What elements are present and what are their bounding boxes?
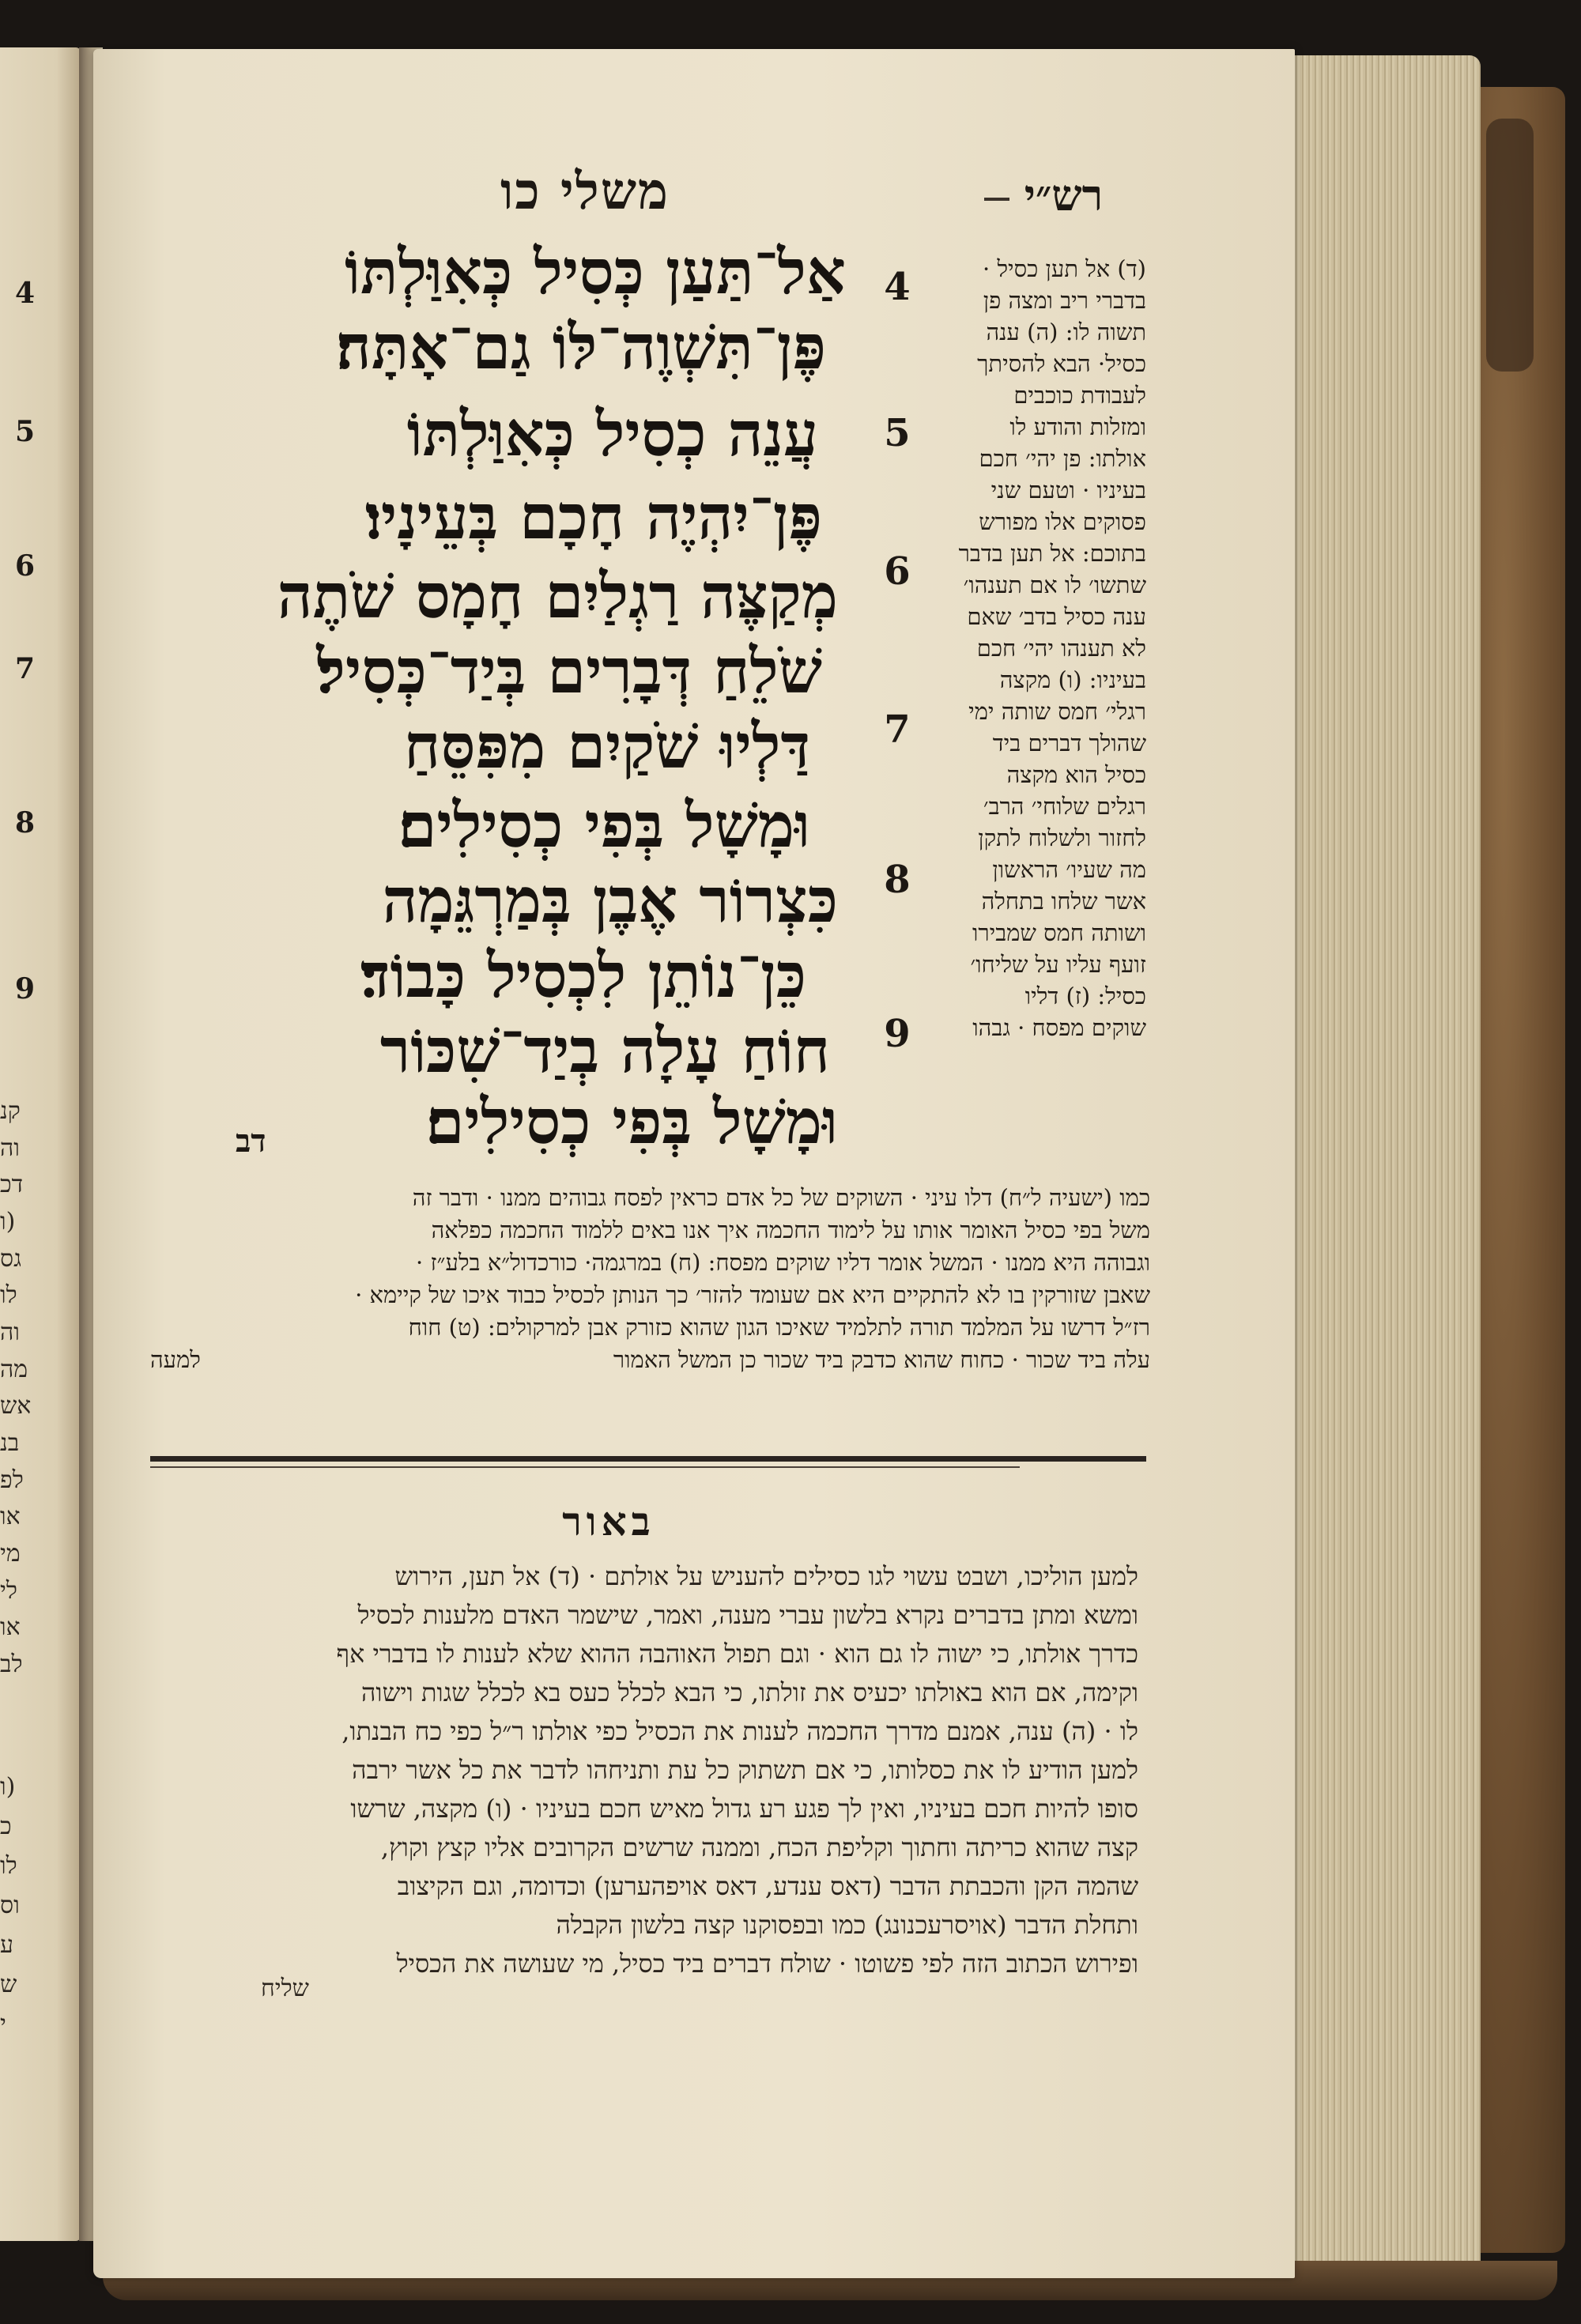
rashi-line: כסיל הוא מקצה bbox=[1006, 761, 1146, 788]
rashi-header bbox=[949, 170, 1130, 221]
left-fragment: לב bbox=[0, 1651, 23, 1678]
rashi-wide-line: עלה ביד שכור · כחוח שהוא כדבק ביד שכור כן המשל האמור bbox=[613, 1346, 1150, 1373]
page-title: משלי כו bbox=[500, 162, 670, 221]
rashi-line: אולתו: פן יהי׳ חכם bbox=[979, 445, 1146, 472]
verse-line: פֶּן־יִהְיֶה חָכָם בְּעֵינָיו׃ bbox=[364, 481, 822, 553]
verse-number: 4 bbox=[884, 265, 911, 309]
rashi-line: לא תענהו יהי׳ חכם bbox=[976, 635, 1146, 662]
biur-line: סופו להיות חכם בעיניו, ואין לך פגע רע גדול מאיש חכם בעיניו · (ו) מקצה, שרשו bbox=[350, 1794, 1138, 1824]
rashi-line: ענה כסיל בדב׳ שאם bbox=[967, 603, 1146, 630]
left-line-number: 9 bbox=[14, 972, 35, 1005]
verse-number: 5 bbox=[884, 411, 911, 455]
rashi-line: לחזור ולשלוח לתקן bbox=[978, 824, 1146, 851]
left-fragment: או bbox=[0, 1503, 21, 1530]
left-fragment: לו bbox=[0, 1852, 17, 1880]
rashi-line: שוקים מפסח · גבהו bbox=[972, 1014, 1146, 1041]
left-fragment: קנ bbox=[0, 1097, 21, 1125]
rashi-wide-line: וגבוהה היא ממנו · המשל אומר דליו שוקים מפסח: (ח) במרגמה· כורכדול״א בלע״ז · bbox=[416, 1249, 1150, 1276]
rashi-line: בתוכם: אל תען בדבר bbox=[958, 540, 1146, 567]
rashi-line: (ד) אל תען כסיל · bbox=[983, 255, 1146, 282]
biur-title: באור bbox=[562, 1498, 655, 1545]
biur-line: ופירוש הכתוב הזה לפי פשוטו · שולח דברים ביד כסיל, מי שעושה את הכסיל bbox=[396, 1949, 1138, 1979]
left-line-number: 6 bbox=[14, 549, 35, 583]
catchword-main: דב bbox=[236, 1122, 266, 1160]
rashi-line: פסוקים אלו מפורש bbox=[979, 508, 1146, 535]
rashi-wide-last-line bbox=[150, 1344, 1150, 1376]
biur-line: לו · (ה) ענה, אמנם מדרך החכמה לענות את הכסיל כפי אולתו ר״ל כפי כח הבנתו, bbox=[341, 1716, 1138, 1746]
left-fragment: מי bbox=[0, 1540, 21, 1568]
left-fragment: דכ bbox=[0, 1171, 24, 1198]
left-fragment: מה bbox=[0, 1356, 28, 1383]
rashi-wide-line: משל בפי כסיל האומר אותו על לימוד החכמה איך אנו באים ללמוד החכמה כפלאה bbox=[431, 1217, 1150, 1243]
rashi-catchword: למעה bbox=[150, 1346, 201, 1373]
left-fragment: כ bbox=[0, 1813, 12, 1840]
biur-line: כדרך אולתו, כי ישוה לו גם הוא · וגם תפול האוהבה ההוא שלא לענות לו בדברי אף bbox=[336, 1639, 1138, 1669]
rashi-line: כסיל: (ז) דליו bbox=[1024, 983, 1146, 1009]
section-divider bbox=[150, 1456, 1146, 1462]
left-fragment: גס bbox=[0, 1245, 21, 1273]
rashi-wide-line: שאבן שזורקין בו לא להתקיים היא אם שעומד להזר׳ כך הנותן לכסיל כבוד איכו של קיימא · bbox=[355, 1281, 1150, 1308]
left-fragment: לי bbox=[0, 1577, 17, 1605]
verse-line: פֶּן־תִּשְׁוֶה־לּוֹ גַם־אָתָּה׃ bbox=[335, 311, 826, 383]
biur-line: שהמה הקן והכבתת הדבר (דאס ענדע, דאס אויפהערען) וכדומה, וגם הקיצוב bbox=[397, 1871, 1138, 1901]
verse-number: 6 bbox=[884, 549, 911, 594]
verse-line: דַּלְיוּ שֹׁקַיִם מִפִּסֵּחַ bbox=[403, 711, 810, 783]
left-fragment: בנ bbox=[0, 1429, 20, 1457]
verse-number: 9 bbox=[884, 1012, 911, 1056]
rashi-header-label: רש״י bbox=[1024, 170, 1104, 221]
verse-line: וּמָשָׁל בְּפִי כְסִילִים׃ bbox=[425, 1086, 838, 1158]
left-line-number: 7 bbox=[14, 652, 35, 685]
biur-commentary bbox=[150, 1557, 1138, 1983]
verse-line: חוֹחַ עָלָה בְיַד־שִׁכּוֹר bbox=[379, 1015, 830, 1087]
rashi-line: אשר שלחו בתחלה bbox=[981, 888, 1146, 915]
left-fragment: ע bbox=[0, 1931, 13, 1959]
rashi-line: תשוה לו: (ה) ענה bbox=[986, 319, 1146, 345]
verse-line: מְקַצֶּה רַגְלַיִם חָמָס שֹׁתֶה bbox=[277, 560, 838, 632]
left-fragment: ש bbox=[0, 1971, 17, 1998]
left-fragment: י bbox=[0, 2010, 6, 2038]
left-fragment: לו bbox=[0, 1281, 17, 1309]
left-line-number: 8 bbox=[14, 806, 35, 839]
rashi-line: כסיל· הבא להסיתך bbox=[977, 350, 1146, 377]
rashi-line: זועף עליו על שליחו׳ bbox=[970, 951, 1146, 978]
biur-line: וקימה, אם הוא באולתו יכעיס את זולתו, כי הבא לכלל כעס בא לכלל שגות וישוה bbox=[361, 1677, 1138, 1707]
biur-line: קצה שהוא כריתה וחתוך וקליפת הכח, וממנה שרשים הקרובים אליו קצץ וקוץ, bbox=[380, 1832, 1138, 1862]
rashi-wide-line: רז״ל דרשו על המלמד תורה לתלמיד שאיכו הגון שהוא כזורק אבן למרקולים: (ט) חוח bbox=[408, 1314, 1150, 1341]
left-facing-page bbox=[0, 47, 81, 2241]
verse-number: 8 bbox=[884, 858, 911, 902]
rashi-continuation bbox=[150, 1182, 1150, 1376]
left-fragment: לפ bbox=[0, 1466, 24, 1494]
rashi-line: ושותה חמס שמבירו bbox=[972, 919, 1146, 946]
rashi-column bbox=[925, 253, 1146, 1043]
biur-line: ותחלת הדבר (אויסרעכנונג) כמו ובפסוקנו קצה בלשון הקבלה bbox=[556, 1910, 1138, 1940]
rashi-line: בדברי ריב ומצה פן bbox=[983, 287, 1146, 314]
left-fragment: (ו bbox=[0, 1773, 16, 1801]
rashi-line: שתשו׳ לו אם תענהו׳ bbox=[963, 572, 1146, 598]
rashi-line: ומזלות והודע לו bbox=[1009, 413, 1146, 440]
biur-line: ומשא ומתן בדברים נקרא בלשון עברי מענה, ואמר, שישמר האדם מלענות לכסיל bbox=[357, 1600, 1138, 1630]
rashi-line: רגלי׳ חמס שותה ימי bbox=[968, 698, 1146, 725]
left-fragment: (ו bbox=[0, 1208, 16, 1236]
left-fragment: או bbox=[0, 1613, 21, 1641]
rashi-line: רגלים שלוחי׳ הרב׳ bbox=[983, 793, 1146, 820]
verse-number: 7 bbox=[884, 707, 911, 752]
rashi-line: בעיניו: (ו) מקצה bbox=[999, 666, 1146, 693]
page-edges bbox=[1287, 55, 1481, 2277]
biur-line: למען הוליכו, ושבט עשוי לגו כסילים להעניש על אולתם · (ד) אל תען, הירוש bbox=[394, 1561, 1138, 1591]
left-line-number: 5 bbox=[14, 415, 35, 448]
cover-wear-mark bbox=[1486, 119, 1534, 372]
section-divider-thin bbox=[150, 1466, 1020, 1468]
verse-line: שֹׁלֵחַ דְּבָרִים בְּיַד־כְּסִיל׃ bbox=[316, 636, 822, 707]
biur-catchword: שליח bbox=[261, 1975, 309, 2002]
verse-line: כֵּן־נוֹתֵן לִכְסִיל כָּבוֹד׃ bbox=[360, 940, 806, 1012]
left-line-number: 4 bbox=[14, 277, 35, 310]
verse-line: עֲנֵה כְסִיל כְּאִוַּלְתּוֹ bbox=[406, 398, 818, 470]
rashi-line: מה שעיו׳ הראשון bbox=[992, 856, 1146, 883]
verse-line: וּמָשָׁל בְּפִי כְסִילִים׃ bbox=[398, 790, 810, 862]
verse-line: אַל־תַּעַן כְּסִיל כְּאִוַּלְתּוֹ bbox=[345, 236, 846, 308]
rashi-line: לעבודת כוכבים bbox=[1013, 382, 1146, 409]
header-dash bbox=[984, 198, 1009, 201]
left-fragment: וס bbox=[0, 1892, 20, 1919]
rashi-line: בעיניו · וטעם שני bbox=[990, 477, 1146, 504]
biur-line: למען הודיע לו את כסלותו, כי אם תשתוק כל עת ותניחהו לדבר את כל אשר ירבה bbox=[352, 1755, 1138, 1785]
rashi-line: שהולך דברים ביד bbox=[992, 730, 1146, 756]
rashi-wide-line: כמו (ישעיה ל״ח) דלו עיני · השוקים של כל אדם כראין לפסח גבוהים ממנו · ודבר זה bbox=[412, 1184, 1150, 1211]
verse-line: כִּצְרוֹר אֶבֶן בְּמַרְגֵּמָה bbox=[382, 865, 838, 937]
left-fragment: אש bbox=[0, 1392, 32, 1420]
left-fragment: וה bbox=[0, 1134, 20, 1162]
left-fragment: וה bbox=[0, 1319, 20, 1346]
